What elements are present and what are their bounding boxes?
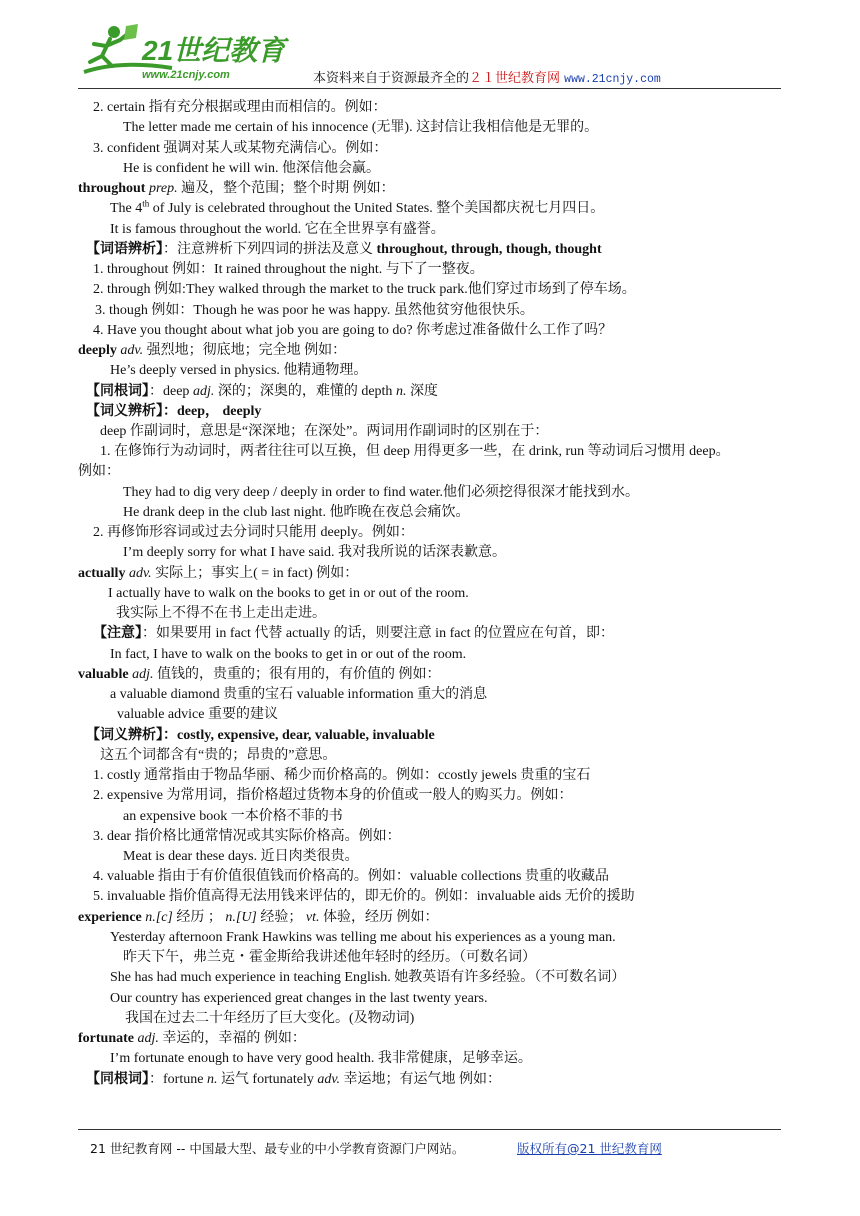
text-line [123, 848, 359, 866]
text-line [110, 1050, 532, 1068]
header-note-site: ２１世纪教育网 [469, 71, 561, 86]
text-line [93, 625, 614, 643]
text-line [93, 281, 636, 299]
text-line [78, 180, 395, 198]
text-line [110, 969, 625, 987]
text-segment: n.[c] [145, 910, 173, 925]
text-line [78, 909, 439, 927]
text-segment: 我国在过去二十年经历了巨大变化。(及物动词) [125, 1011, 415, 1026]
text-segment: th [142, 198, 150, 209]
text-segment: 2. 再修饰形容词或过去分词时只能用 deeply。例如： [93, 525, 414, 540]
text-line [93, 140, 387, 158]
text-segment: adv. [317, 1072, 341, 1087]
text-segment: 1. 在修饰行为动词时，两者往往可以互换，但 deep 用得更多一些，在 drink, run 等动词后习惯用 deep。 [100, 444, 730, 459]
text-segment: n.[U] [225, 910, 257, 925]
text-segment: 【词语辨析】 [86, 242, 163, 257]
text-line [123, 160, 380, 178]
text-line [100, 423, 548, 441]
text-line [123, 504, 469, 522]
21cnjy-logo [80, 22, 290, 84]
text-segment: n. [395, 384, 407, 399]
text-segment: 2. certain 指有充分根据或理由而相信的。例如： [93, 100, 387, 115]
text-line [123, 544, 506, 562]
text-segment: fortunate [78, 1031, 134, 1046]
text-line [116, 605, 326, 623]
text-line [110, 362, 367, 380]
text-segment: I actually have to walk on the books to get in or out of the room. [108, 586, 469, 601]
text-segment: ：deep [149, 384, 193, 399]
text-line [93, 888, 635, 906]
text-segment: valuable [78, 667, 129, 682]
text-line [123, 119, 598, 137]
text-segment: 幸运地；有运气地 例如： [340, 1072, 502, 1087]
text-segment: 深度 [406, 384, 438, 399]
footer-site-description: 21 世纪教育网 -- 中国最大型、最专业的中小学教育资源门户网站。 [90, 1141, 465, 1156]
text-segment: 【同根词】 [86, 384, 149, 399]
text-line [86, 383, 438, 401]
text-segment: an expensive book 一本价格不菲的书 [123, 809, 343, 824]
text-segment: adj. [137, 1031, 159, 1046]
text-segment: Our country has experienced great changes in the last twenty years. [110, 991, 488, 1006]
text-segment: vt. [305, 910, 320, 925]
text-segment: Yesterday afternoon Frank Hawkins was telling me about his experiences as a young man. [110, 930, 616, 945]
text-segment: 【词义辨析】：deep， deeply [86, 404, 262, 419]
text-segment: ：如果要用 in fact 代替 actually 的话，则要注意 in fact 的位置应在句首，即： [142, 626, 615, 641]
text-segment: Meat is dear these days. 近日肉类很贵。 [123, 849, 359, 864]
text-line [110, 929, 616, 947]
text-segment: 【同根词】 [86, 1072, 149, 1087]
text-segment: 体验，经历 例如： [319, 910, 439, 925]
text-line [86, 727, 435, 745]
text-segment: adv. [120, 343, 144, 358]
text-segment: adv. [128, 566, 152, 581]
text-segment: throughout [78, 181, 146, 196]
text-segment: 3. though 例如：Though he was poor he was happy. 虽然他贫穷他很快乐。 [95, 303, 534, 318]
footer-divider [78, 1129, 781, 1130]
text-line [78, 666, 440, 684]
text-line [78, 342, 346, 360]
text-segment: It is famous throughout the world. 它在全世界享有盛誉。 [110, 222, 445, 237]
text-segment: a valuable diamond 贵重的宝石 valuable information 重大的消息 [110, 687, 488, 702]
text-segment: She has had much experience in teaching English. 她教英语有许多经验。（不可数名词） [110, 970, 626, 985]
text-segment: The 4 [110, 201, 143, 216]
text-line [100, 747, 336, 765]
text-segment: experience [78, 910, 142, 925]
text-segment: deeply [78, 343, 117, 358]
text-line [123, 949, 536, 967]
text-line [93, 787, 572, 805]
text-segment: 经历 ； [172, 910, 226, 925]
footer-copyright-link[interactable]: 版权所有@21 世纪教育网 [517, 1141, 662, 1156]
text-segment: 5. invaluable 指价值高得无法用钱来评估的，即无价的。例如：invaluable aids 无价的援助 [93, 889, 635, 904]
svg-text:21世纪教育: 21世纪教育 [142, 35, 286, 66]
text-segment: actually [78, 566, 126, 581]
text-segment: deep 作副词时，意思是“深深地；在深处”。两词用作副词时的区别在于： [100, 424, 549, 439]
text-line [78, 463, 120, 481]
text-segment: In fact, I have to walk on the books to get in or out of the room. [110, 647, 467, 662]
text-line [78, 565, 358, 583]
text-segment: He drank deep in the club last night. 他昨晚在夜总会痛饮。 [123, 505, 470, 520]
text-line [93, 828, 401, 846]
svg-text:www.21cnjy.com: www.21cnjy.com [142, 69, 230, 81]
text-segment: 例如： [78, 464, 120, 479]
text-line [86, 241, 602, 259]
text-segment: 【词义辨析】：costly, expensive, dear, valuable, invaluable [86, 728, 435, 743]
text-segment: They had to dig very deep / deeply in order to find water.他们必须挖得很深才能找到水。 [123, 485, 639, 500]
text-segment: He is confident he will win. 他深信他会赢。 [123, 161, 381, 176]
text-segment: 2. through 例如:They walked through the market to the truck park.他们穿过市场到了停车场。 [93, 282, 636, 297]
text-line [117, 706, 278, 724]
text-segment: adj. [192, 384, 215, 399]
text-line [93, 868, 609, 886]
text-line [93, 99, 387, 117]
text-segment: The letter made me certain of his innocence (无罪). 这封信让我相信他是无罪的。 [123, 120, 599, 135]
text-line [93, 767, 590, 785]
text-line [123, 808, 343, 826]
text-line [93, 322, 612, 340]
text-segment: 实际上；事实上( = in fact) 例如： [151, 566, 359, 581]
text-segment: 4. valuable 指由于有价值很值钱而价格高的。例如：valuable collections 贵重的收藏品 [93, 869, 609, 884]
text-line [123, 484, 639, 502]
text-line [125, 1010, 414, 1028]
text-segment: n. [206, 1072, 218, 1087]
header-note-url[interactable]: www.21cnjy.com [564, 73, 661, 86]
text-segment: of July is celebrated throughout the United States. 整个美国都庆祝七月四日。 [149, 201, 605, 216]
text-line [93, 524, 414, 542]
text-line [110, 646, 466, 664]
text-segment: 强烈地；彻底地；完全地 例如： [143, 343, 347, 358]
text-line [110, 990, 487, 1008]
text-segment: 遍及，整个范围；整个时期 例如： [177, 181, 395, 196]
text-segment: 幸运的，幸福的 例如： [158, 1031, 306, 1046]
text-segment: 4. Have you thought about what job you are going to do? 你考虑过准备做什么工作了吗？ [93, 323, 613, 338]
text-segment: ：注意辨析下列四词的拼法及意义 [163, 242, 377, 257]
text-segment: 1. throughout 例如：It rained throughout the night. 与下了一整夜。 [93, 262, 484, 277]
text-segment: 3. dear 指价格比通常情况或其实际价格高。例如： [93, 829, 401, 844]
text-segment: 这五个词都含有“贵的；昂贵的”意思。 [100, 748, 337, 763]
text-segment: 运气 fortunately [217, 1072, 318, 1087]
text-line [86, 1071, 501, 1089]
text-segment: 经验； [256, 910, 306, 925]
text-segment: 值钱的，贵重的；很有用的，有价值的 例如： [153, 667, 441, 682]
text-segment: 【注意】 [93, 626, 142, 641]
header-divider [78, 88, 781, 89]
header-note-prefix: 本资料来自于资源最齐全的 [313, 71, 470, 86]
text-line [108, 585, 469, 603]
text-line [110, 686, 487, 704]
text-segment: I’m deeply sorry for what I have said. 我对我所说的话深表歉意。 [123, 545, 506, 560]
text-line [110, 200, 604, 218]
text-segment: valuable advice 重要的建议 [117, 707, 278, 722]
text-line [86, 403, 261, 421]
text-line [95, 302, 534, 320]
text-line [110, 221, 445, 239]
text-segment: ：fortune [149, 1072, 207, 1087]
text-segment: 2. expensive 为常用词，指价格超过货物本身的价值或一般人的购买力。例如： [93, 788, 573, 803]
text-segment: throughout, through, though, thought [376, 242, 602, 257]
text-segment: 3. confident 强调对某人或某物充满信心。例如： [93, 141, 388, 156]
text-segment: prep. [148, 181, 178, 196]
text-segment: He’s deeply versed in physics. 他精通物理。 [110, 363, 368, 378]
text-segment: 1. costly 通常指由于物品华丽、稀少而价格高的。例如：ccostly jewels 贵重的宝石 [93, 768, 591, 783]
header-source-note [313, 67, 661, 86]
text-segment: adj. [132, 667, 154, 682]
text-segment: I’m fortunate enough to have very good health. 我非常健康，足够幸运。 [110, 1051, 532, 1066]
text-segment: 我实际上不得不在书上走出走进。 [116, 606, 326, 621]
text-segment: 昨天下午，弗兰克・霍金斯给我讲述他年轻时的经历。（可数名词） [123, 950, 536, 965]
text-line [93, 261, 484, 279]
text-line [100, 443, 730, 461]
text-segment: 深的；深奥的，难懂的 depth [214, 384, 396, 399]
text-line [78, 1030, 306, 1048]
